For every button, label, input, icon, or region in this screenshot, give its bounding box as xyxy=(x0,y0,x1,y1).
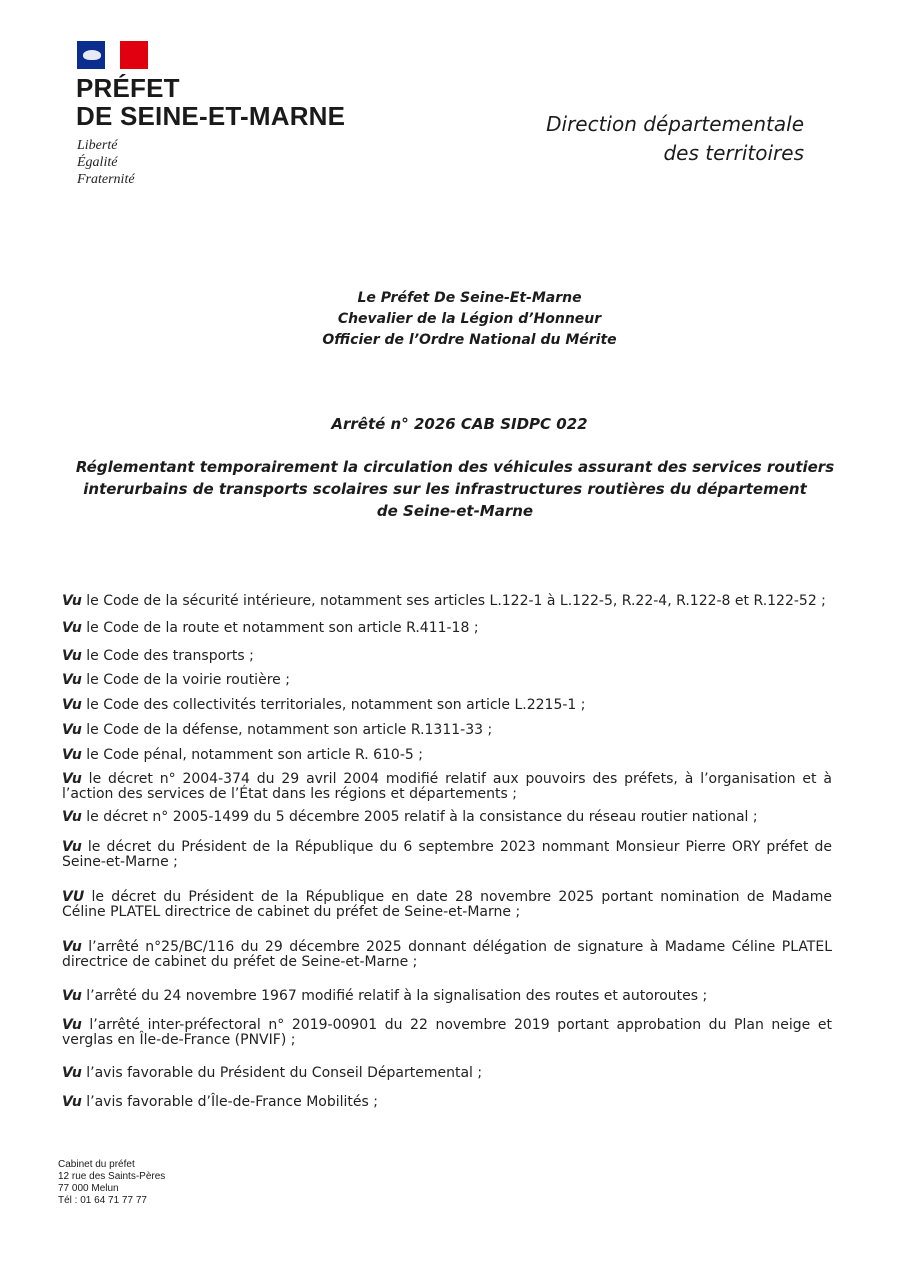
visa-text: le Code de la voirie routière ; xyxy=(81,672,290,688)
subject-line: Réglementant temporairement la circulation des véhicules assurant des services routiers xyxy=(75,458,835,476)
footer-line: Tél : 01 64 71 77 77 xyxy=(58,1195,147,1206)
visa-text: le décret du Président de la République du 6 septembre 2023 nommant Monsieur Pierre ORY préfet de Seine-et-Marne ; xyxy=(62,839,832,870)
visa-item xyxy=(62,890,832,920)
visa-text: le Code de la sécurité intérieure, notamment ses articles L.122-1 à L.122-5, R.22-4, R.122-8 et R.122-52 ; xyxy=(81,593,826,609)
arrete-number: Arrêté n° 2026 CAB SIDPC 022 xyxy=(331,415,588,433)
prefet-title xyxy=(76,74,345,130)
visa-prefix: Vu xyxy=(62,747,82,763)
visa-prefix: Vu xyxy=(62,593,82,609)
visa-prefix: Vu xyxy=(62,697,82,713)
visa-text: le Code des collectivités territoriales, notamment son article L.2215-1 ; xyxy=(81,697,586,713)
visa-item xyxy=(62,698,832,713)
visa-text: le décret n° 2005-1499 du 5 décembre 2005 relatif à la consistance du réseau routier national ; xyxy=(81,809,758,825)
visa-prefix: Vu xyxy=(62,672,82,688)
visa-prefix: Vu xyxy=(62,839,82,855)
visa-prefix: VU xyxy=(62,889,85,905)
visa-text: l’avis favorable d’Île-de-France Mobilités ; xyxy=(81,1094,378,1110)
visa-item xyxy=(62,772,832,802)
visa-text: le Code des transports ; xyxy=(81,648,254,664)
direction-header xyxy=(546,110,804,168)
visa-text: l’arrêté inter-préfectoral n° 2019-00901 du 22 novembre 2019 portant approbation du Plan neige et verglas en Île-de-France (PNVIF) ; xyxy=(62,1017,832,1048)
visa-item xyxy=(62,621,832,636)
footer-line: 77 000 Melun xyxy=(58,1183,119,1194)
visa-text: le décret n° 2004-374 du 29 avril 2004 modifié relatif aux pouvoirs des préfets, à l’organisation et à l’action des services de l’État dans les régions et départements ; xyxy=(62,771,832,802)
footer-line: 12 rue des Saints-Pères xyxy=(58,1171,166,1182)
motto-liberte: Liberté xyxy=(77,138,118,153)
footer-line: Cabinet du préfet xyxy=(58,1159,135,1170)
prefet-line-2: DE SEINE-ET-MARNE xyxy=(76,101,346,131)
visa-prefix: Vu xyxy=(62,771,82,787)
subject-line: interurbains de transports scolaires sur les infrastructures routières du département xyxy=(83,480,807,498)
visa-item xyxy=(62,1018,832,1048)
marianne-flag-logo xyxy=(77,41,148,69)
footer-address xyxy=(58,1159,165,1207)
motto-egalite: Égalité xyxy=(77,155,118,170)
visa-text: le Code pénal, notamment son article R. 610-5 ; xyxy=(81,747,423,763)
visa-prefix: Vu xyxy=(62,620,82,636)
visa-prefix: Vu xyxy=(62,648,82,664)
visa-text: l’avis favorable du Président du Conseil Départemental ; xyxy=(81,1065,483,1081)
title-line: Le Préfet De Seine-Et-Marne xyxy=(357,290,582,306)
visa-prefix: Vu xyxy=(62,809,82,825)
visa-prefix: Vu xyxy=(62,1094,82,1110)
visa-text: l’arrêté du 24 novembre 1967 modifié relatif à la signalisation des routes et autoroutes ; xyxy=(81,988,708,1004)
visa-item xyxy=(62,940,832,970)
visa-item xyxy=(62,810,832,825)
motto-fraternite: Fraternité xyxy=(77,172,135,187)
visa-item xyxy=(62,840,832,870)
visa-prefix: Vu xyxy=(62,1017,82,1033)
visa-text: le Code de la défense, notamment son article R.1311-33 ; xyxy=(81,722,493,738)
arrete-subject xyxy=(60,456,850,522)
direction-line-2: des territoires xyxy=(663,141,804,165)
visa-item xyxy=(62,594,832,609)
title-line: Officier de l’Ordre National du Mérite xyxy=(322,332,617,348)
subject-line: de Seine-et-Marne xyxy=(376,502,534,520)
visa-item xyxy=(62,723,832,738)
visa-item xyxy=(62,748,832,763)
visa-item xyxy=(62,673,832,688)
visa-item xyxy=(62,1095,832,1110)
visa-prefix: Vu xyxy=(62,939,82,955)
republic-motto xyxy=(77,137,135,188)
prefet-line-1: PRÉFET xyxy=(76,73,180,103)
visa-prefix: Vu xyxy=(62,1065,82,1081)
visa-prefix: Vu xyxy=(62,722,82,738)
visa-item xyxy=(62,649,832,664)
prefet-titles xyxy=(0,288,899,351)
direction-line-1: Direction départementale xyxy=(546,112,804,136)
visa-text: l’arrêté n°25/BC/116 du 29 décembre 2025 donnant délégation de signature à Madame Céline PLATEL directrice de cabinet du préfet de Seine-et-Marne ; xyxy=(62,939,832,970)
title-line: Chevalier de la Légion d’Honneur xyxy=(337,311,602,327)
visa-item xyxy=(62,989,832,1004)
visa-text: le Code de la route et notamment son article R.411-18 ; xyxy=(81,620,479,636)
visa-text: le décret du Président de la République en date 28 novembre 2025 portant nomination de Madame Céline PLATEL directrice de cabinet du préfet de Seine-et-Marne ; xyxy=(62,889,832,920)
visa-item xyxy=(62,1066,832,1081)
visa-prefix: Vu xyxy=(62,988,82,1004)
